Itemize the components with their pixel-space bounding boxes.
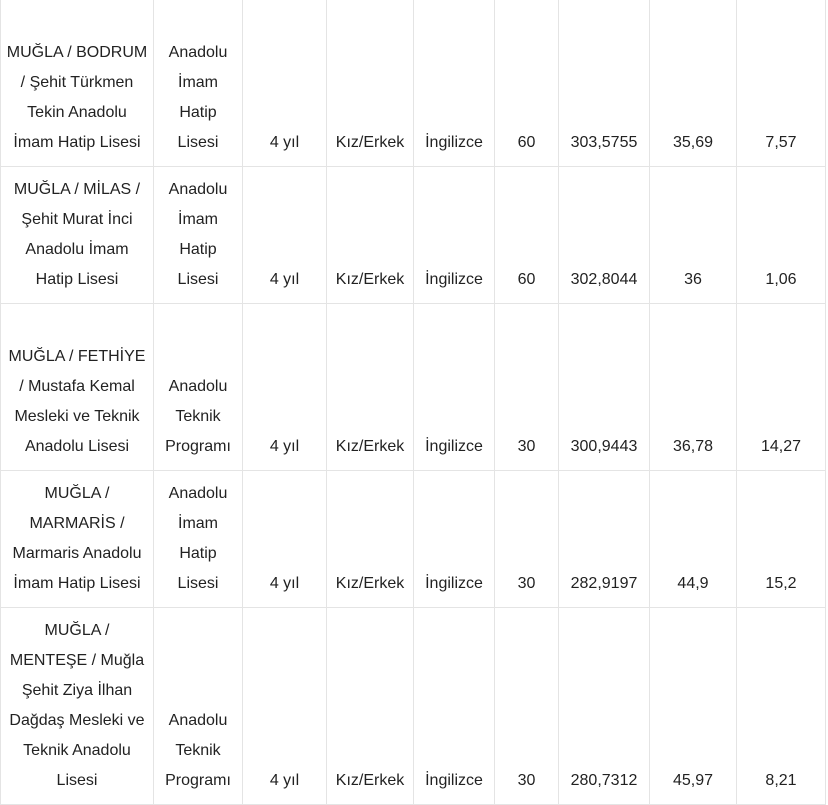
school-type-cell: Anadolu İmam Hatip Lisesi [154,0,243,167]
school-type-cell: Anadolu Teknik Programı [154,304,243,471]
percentile-cell: 36,78 [650,304,737,471]
table-row [1,471,826,608]
duration-cell: 4 yıl [243,471,327,608]
gender-cell: Kız/Erkek [327,167,414,304]
school-name-cell: MUĞLA / FETHİYE / Mustafa Kemal Mesleki ve Teknik Anadolu Lisesi [1,304,154,471]
percentile-cell: 36 [650,167,737,304]
score-cell: 300,9443 [559,304,650,471]
percentile-cell: 45,97 [650,608,737,805]
school-type-cell: Anadolu Teknik Programı [154,608,243,805]
table-row [1,304,826,471]
gender-cell: Kız/Erkek [327,608,414,805]
last-value-cell: 8,21 [737,608,826,805]
duration-cell: 4 yıl [243,608,327,805]
table-row [1,167,826,304]
language-cell: İngilizce [414,0,495,167]
language-cell: İngilizce [414,304,495,471]
score-cell: 282,9197 [559,471,650,608]
language-cell: İngilizce [414,167,495,304]
duration-cell: 4 yıl [243,167,327,304]
gender-cell: Kız/Erkek [327,304,414,471]
school-type-cell: Anadolu İmam Hatip Lisesi [154,471,243,608]
gender-cell: Kız/Erkek [327,471,414,608]
duration-cell: 4 yıl [243,0,327,167]
quota-cell: 30 [495,608,559,805]
duration-cell: 4 yıl [243,304,327,471]
quota-cell: 30 [495,304,559,471]
quota-cell: 60 [495,167,559,304]
last-value-cell: 7,57 [737,0,826,167]
percentile-cell: 44,9 [650,471,737,608]
school-name-cell: MUĞLA / MENTEŞE / Muğla Şehit Ziya İlhan Dağdaş Mesleki ve Teknik Anadolu Lisesi [1,608,154,805]
table-row [1,608,826,805]
score-cell: 303,5755 [559,0,650,167]
percentile-cell: 35,69 [650,0,737,167]
score-cell: 280,7312 [559,608,650,805]
quota-cell: 30 [495,471,559,608]
quota-cell: 60 [495,0,559,167]
table-row [1,0,826,167]
school-type-cell: Anadolu İmam Hatip Lisesi [154,167,243,304]
school-name-cell: MUĞLA / MARMARİS / Marmaris Anadolu İmam Hatip Lisesi [1,471,154,608]
last-value-cell: 14,27 [737,304,826,471]
gender-cell: Kız/Erkek [327,0,414,167]
school-name-cell: MUĞLA / BODRUM / Şehit Türkmen Tekin Anadolu İmam Hatip Lisesi [1,0,154,167]
language-cell: İngilizce [414,471,495,608]
score-cell: 302,8044 [559,167,650,304]
school-name-cell: MUĞLA / MİLAS / Şehit Murat İnci Anadolu İmam Hatip Lisesi [1,167,154,304]
last-value-cell: 1,06 [737,167,826,304]
last-value-cell: 15,2 [737,471,826,608]
language-cell: İngilizce [414,608,495,805]
